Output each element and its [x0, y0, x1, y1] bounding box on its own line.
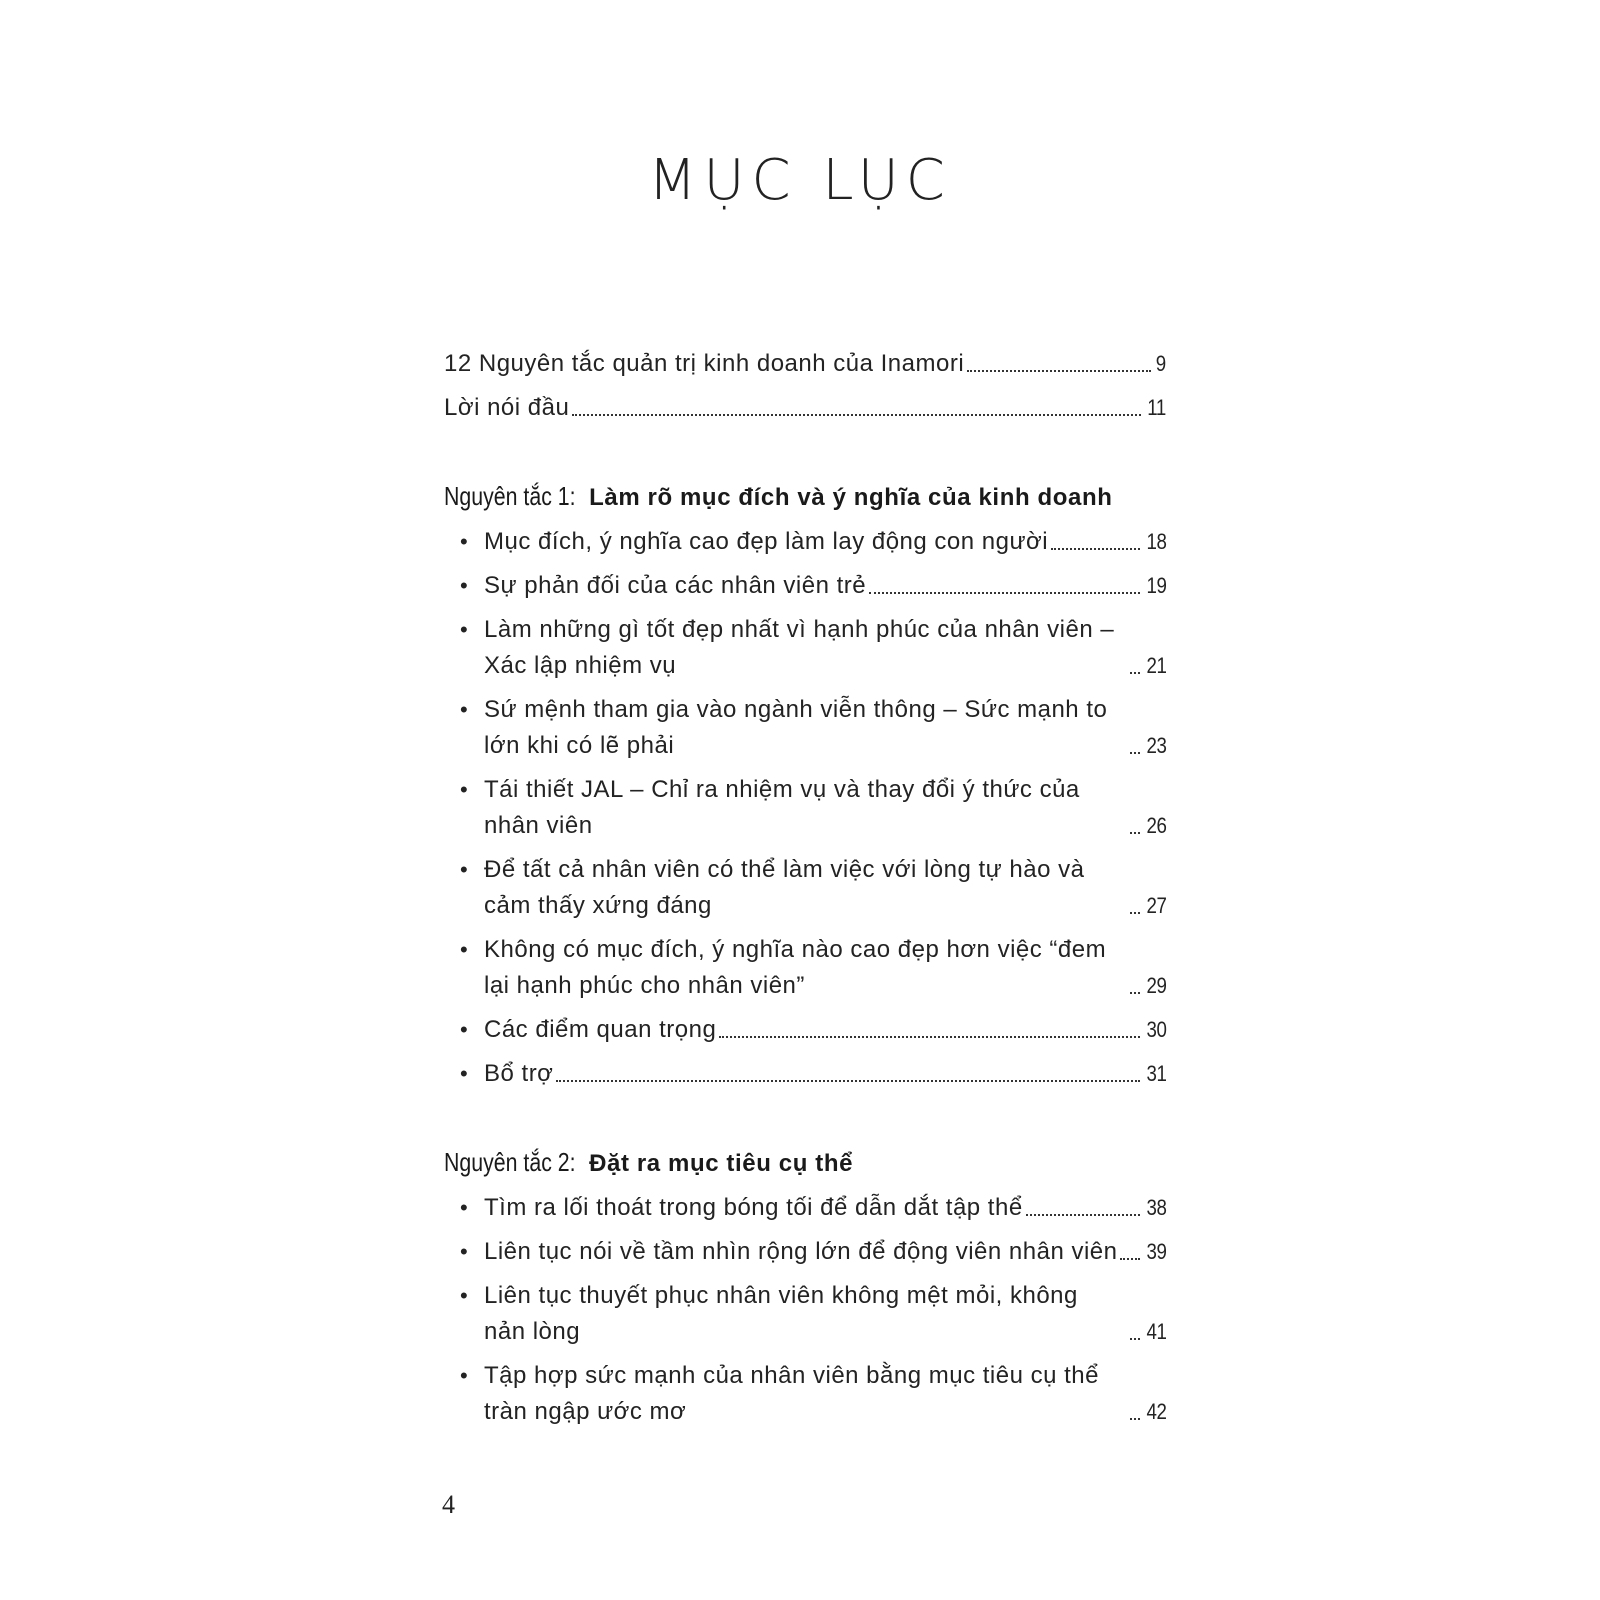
- toc-item-page: 41: [1146, 1319, 1166, 1344]
- toc-item-page: 21: [1146, 653, 1166, 678]
- toc-item-page: 30: [1146, 1017, 1166, 1042]
- toc-item-page: 27: [1146, 893, 1166, 918]
- toc-item: [444, 1278, 1166, 1350]
- dot-leader: [1130, 1418, 1140, 1420]
- toc-item-text: • Không có mục đích, ý nghĩa nào cao đẹp hơn việc “đem lại hạnh phúc cho nhân viên”: [484, 936, 1107, 999]
- toc-item: [444, 852, 1166, 924]
- toc-item: [444, 932, 1166, 1004]
- toc-item-page: 29: [1146, 973, 1166, 998]
- toc-entry-page: 11: [1147, 395, 1166, 420]
- dot-leader: [967, 370, 1151, 372]
- toc-item: [444, 692, 1166, 764]
- toc-item-text: • Tìm ra lối thoát trong bóng tối để dẫn dắt tập thể: [484, 1194, 1023, 1221]
- dot-leader: [1130, 1338, 1140, 1340]
- toc-item: [444, 772, 1166, 844]
- section-heading: [444, 1144, 1166, 1182]
- section-heading: [444, 478, 1166, 516]
- toc-item-page: 31: [1146, 1061, 1166, 1086]
- section-prefix: Nguyên tắc 1:: [444, 481, 576, 511]
- toc-item-text: • Tập hợp sức mạnh của nhân viên bằng mục tiêu cụ thể tràn ngập ước mơ: [484, 1362, 1099, 1425]
- page-number: 4: [442, 1490, 455, 1519]
- dot-leader: [1026, 1214, 1140, 1216]
- toc-item-text: • Để tất cả nhân viên có thể làm việc với lòng tự hào và cảm thấy xứng đáng: [484, 856, 1085, 919]
- toc-item-page: 42: [1146, 1399, 1166, 1424]
- dot-leader: [1051, 548, 1139, 550]
- toc-entry: [444, 390, 1166, 426]
- toc-item-text: • Làm những gì tốt đẹp nhất vì hạnh phúc của nhân viên – Xác lập nhiệm vụ: [484, 616, 1115, 679]
- dot-leader: [1120, 1258, 1139, 1260]
- toc-item: [444, 568, 1166, 604]
- toc-item: [444, 1358, 1166, 1430]
- dot-leader: [869, 592, 1139, 594]
- toc-item-page: 39: [1146, 1239, 1166, 1264]
- dot-leader: [1130, 992, 1140, 994]
- toc-item: [444, 1234, 1166, 1270]
- toc-item-page: 19: [1146, 573, 1166, 598]
- dot-leader: [1130, 752, 1140, 754]
- toc-item-text: • Sự phản đối của các nhân viên trẻ: [484, 572, 867, 599]
- toc-item-text: • Liên tục nói về tầm nhìn rộng lớn để động viên nhân viên: [484, 1238, 1118, 1265]
- dot-leader: [1130, 672, 1140, 674]
- toc-item-page: 38: [1146, 1195, 1166, 1220]
- toc-item: [444, 1056, 1166, 1092]
- toc-entry-text: 12 Nguyên tắc quản trị kinh doanh của Inamori: [444, 350, 965, 377]
- dot-leader: [556, 1080, 1139, 1082]
- toc-item-page: 18: [1146, 529, 1166, 554]
- toc-item: [444, 1012, 1166, 1048]
- section-name: Đặt ra mục tiêu cụ thể: [589, 1150, 854, 1177]
- toc-item-page: 26: [1146, 813, 1166, 838]
- toc-item-page: 23: [1146, 733, 1166, 758]
- section-prefix: Nguyên tắc 2:: [444, 1147, 576, 1177]
- toc-item-text: • Mục đích, ý nghĩa cao đẹp làm lay động con người: [484, 528, 1049, 555]
- toc-item-text: • Bổ trợ: [484, 1060, 554, 1087]
- section-name: Làm rõ mục đích và ý nghĩa của kinh doanh: [589, 484, 1113, 511]
- toc-item: [444, 612, 1166, 684]
- dot-leader: [1130, 912, 1140, 914]
- toc-item: [444, 1190, 1166, 1226]
- dot-leader: [572, 414, 1141, 416]
- table-of-contents: [444, 346, 1166, 1438]
- toc-entry-text: Lời nói đầu: [444, 394, 570, 421]
- toc-item-text: • Liên tục thuyết phục nhân viên không mệt mỏi, không nản lòng: [484, 1282, 1078, 1345]
- toc-item-text: • Các điểm quan trọng: [484, 1016, 717, 1043]
- page-title: MỤC LỤC: [648, 148, 952, 213]
- toc-item-text: • Sứ mệnh tham gia vào ngành viễn thông – Sức mạnh to lớn khi có lẽ phải: [484, 696, 1108, 759]
- toc-item-text: • Tái thiết JAL – Chỉ ra nhiệm vụ và thay đổi ý thức của nhân viên: [484, 776, 1080, 839]
- toc-item: [444, 524, 1166, 560]
- toc-entry-page: 9: [1156, 351, 1166, 376]
- toc-entry: [444, 346, 1166, 382]
- dot-leader: [719, 1036, 1139, 1038]
- dot-leader: [1130, 832, 1140, 834]
